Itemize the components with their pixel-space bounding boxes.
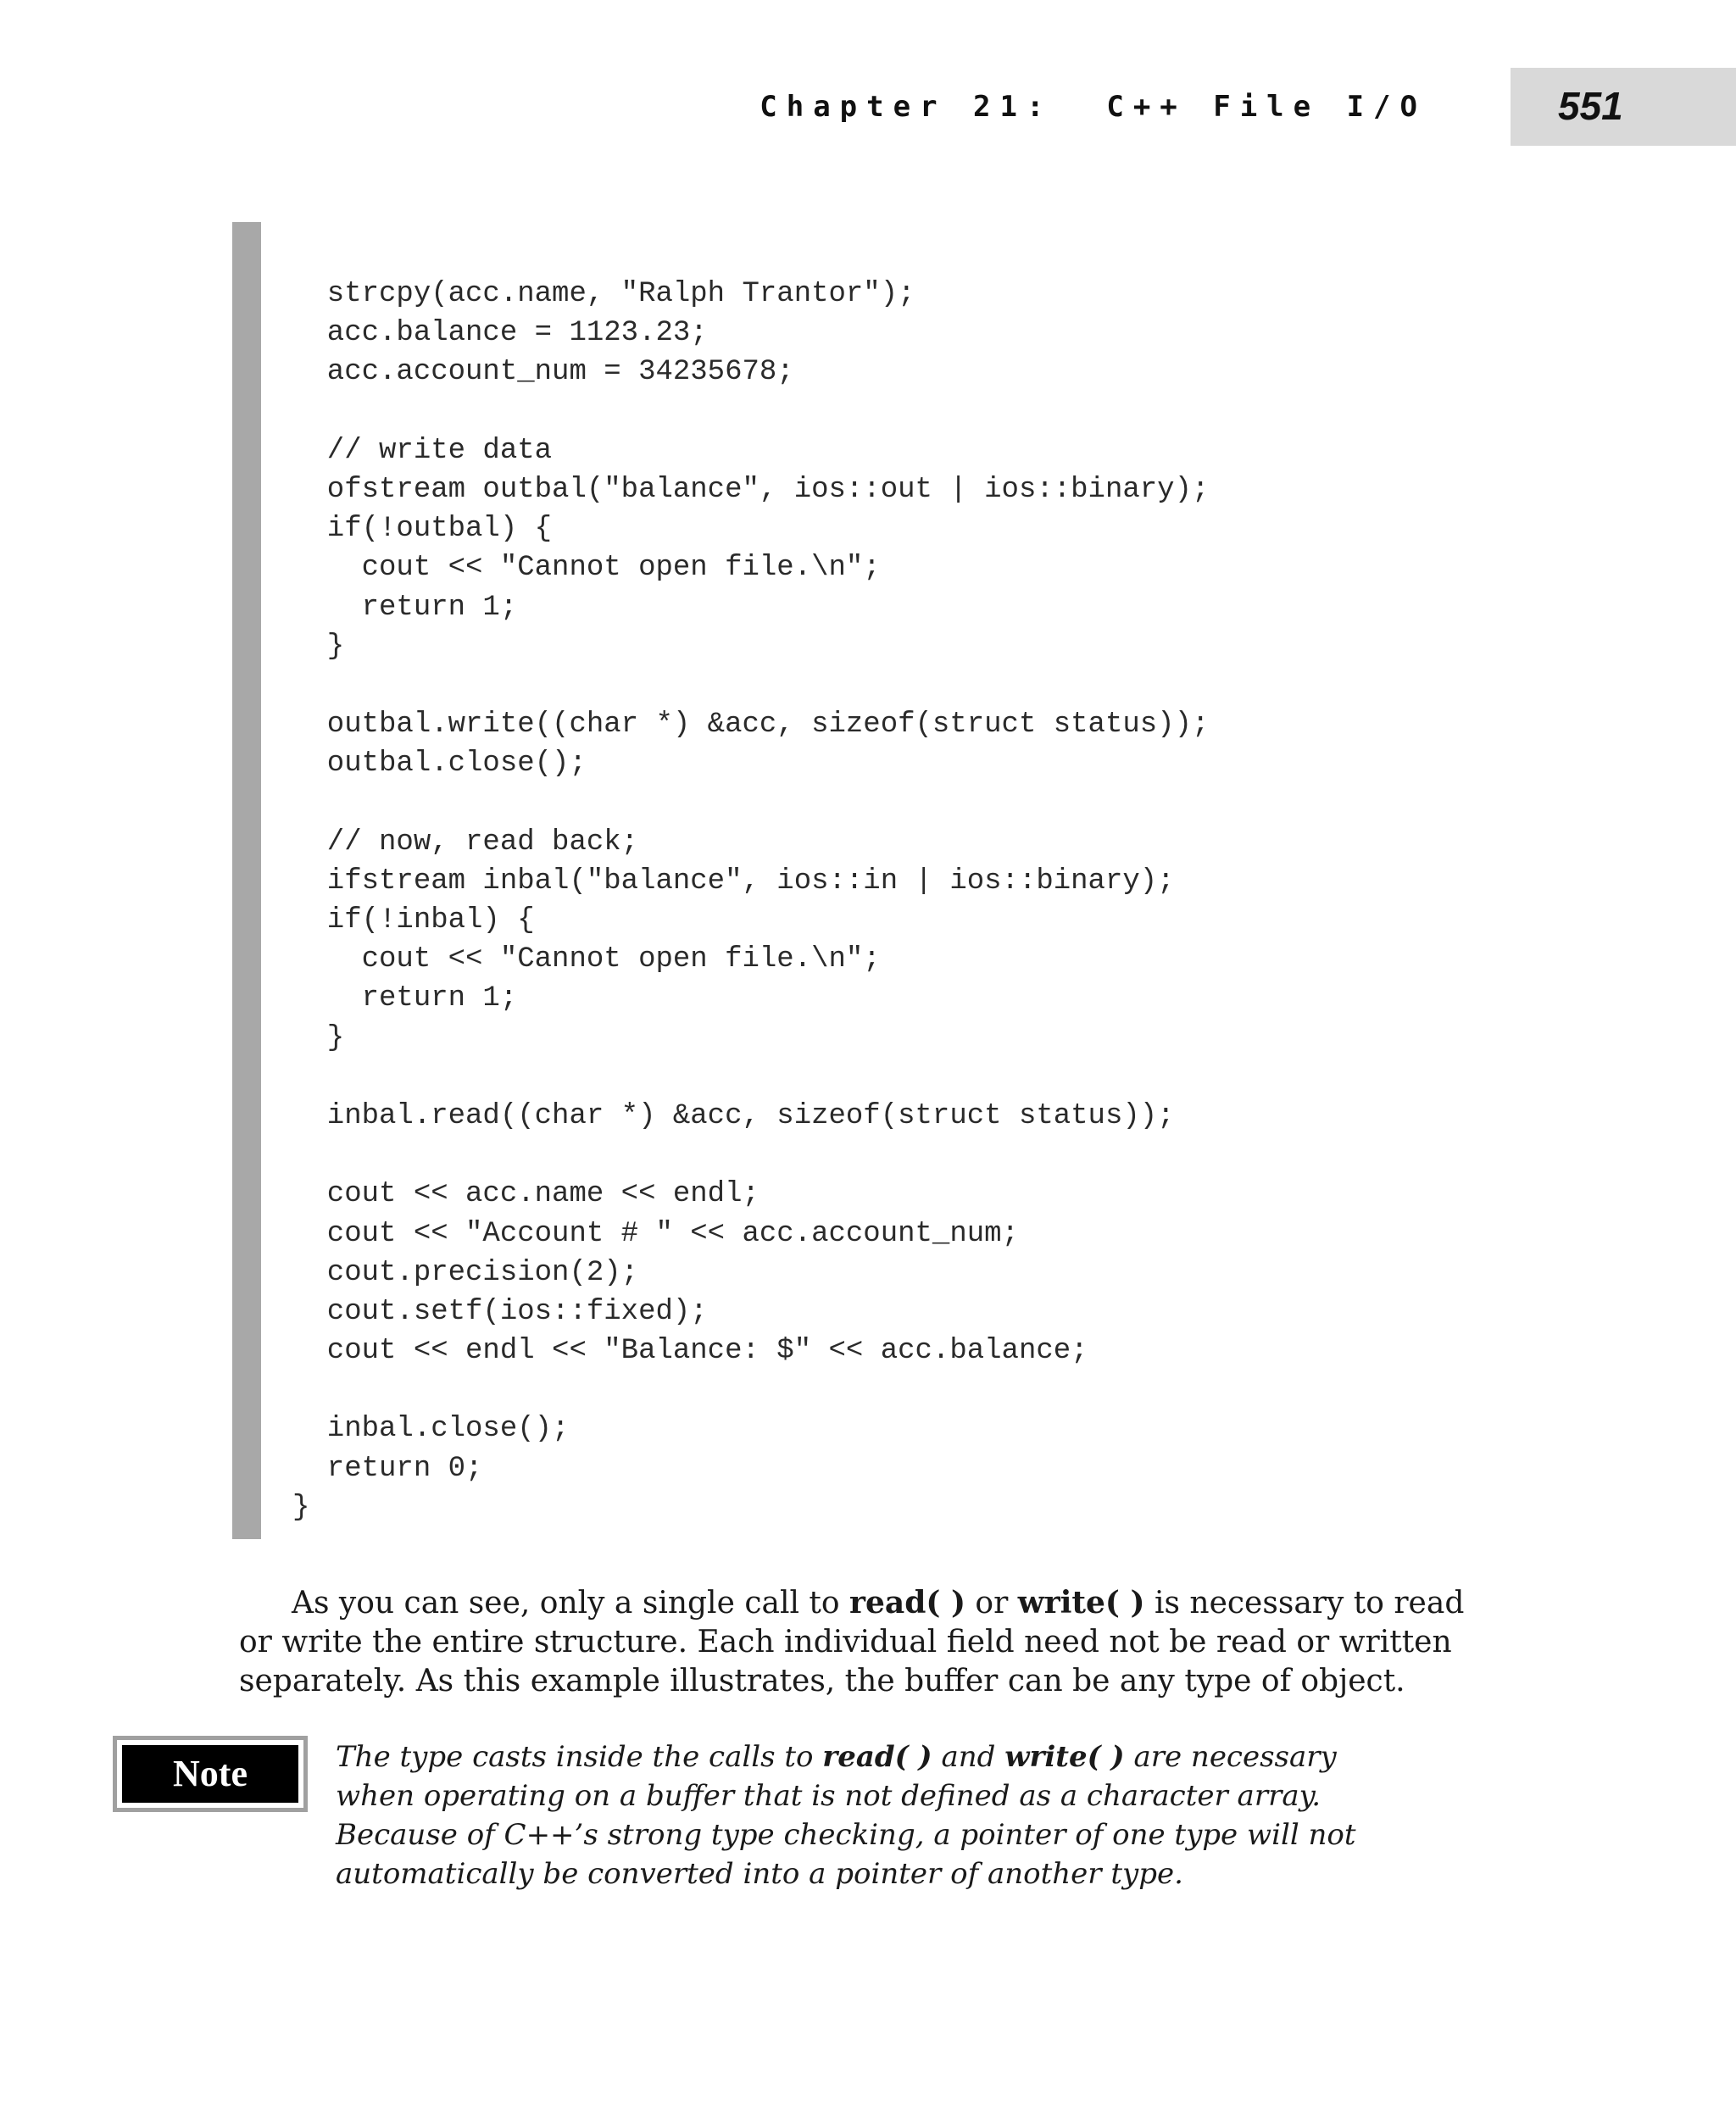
chapter-title: Chapter 21: C++ File I/O [760, 90, 1427, 124]
code-line: inbal.close(); [292, 1413, 570, 1446]
code-line [292, 666, 1209, 705]
note-text-part: are necessary when operating on a buffer that is not defined as a character array. Because of C++’s strong type checking, a pointer of one type will not automatically be converted into a pointer of another type. [336, 1740, 1356, 1891]
code-line: ifstream inbal("balance", ios::in | ios::binary); [292, 864, 1175, 898]
code-line: cout << acc.name << endl; [292, 1178, 760, 1211]
note-badge [117, 1740, 303, 1808]
code-line [292, 392, 1209, 431]
code-listing [292, 275, 1209, 1527]
read-function-name: read( ) [849, 1585, 965, 1621]
code-line [292, 1136, 1209, 1175]
code-listing-bar [232, 222, 261, 1539]
code-line [292, 1370, 1209, 1409]
page-number-box [1511, 68, 1736, 146]
note-write-function-name: write( ) [1004, 1740, 1125, 1774]
body-text: is necessary to read or write the entire structure. Each individual field need not be read or written separately. As this example illustrates, the buffer can be any type of object. [239, 1586, 1465, 1698]
code-line: strcpy(acc.name, "Ralph Trantor"); [292, 278, 915, 310]
code-line: return 1; [292, 982, 518, 1015]
code-line: // write data [292, 434, 553, 467]
code-line: // now, read back; [292, 826, 639, 859]
code-line: } [292, 1021, 345, 1054]
write-function-name: write( ) [1017, 1585, 1145, 1621]
code-line: cout << "Cannot open file.\n"; [292, 943, 881, 976]
code-line: inbal.read((char *) &acc, sizeof(struct status)); [292, 1099, 1175, 1132]
code-line [292, 783, 1209, 822]
note-read-function-name: read( ) [822, 1740, 932, 1774]
code-line: cout << "Account # " << acc.account_num; [292, 1217, 1019, 1250]
body-text: or [965, 1586, 1018, 1621]
code-line: acc.account_num = 34235678; [292, 356, 794, 389]
code-line: outbal.close(); [292, 748, 587, 781]
code-line: outbal.write((char *) &acc, sizeof(struct status)); [292, 709, 1210, 742]
code-line: cout << "Cannot open file.\n"; [292, 552, 881, 585]
note-label: Note [173, 1753, 248, 1794]
code-line: if(!outbal) { [292, 513, 553, 546]
code-line: } [292, 630, 345, 663]
code-line: if(!inbal) { [292, 904, 535, 937]
note-text-part: The type casts inside the calls to [336, 1740, 823, 1774]
body-text: As you can see, only a single call to [292, 1586, 850, 1621]
code-line: cout.precision(2); [292, 1256, 639, 1289]
code-line: cout << endl << "Balance: $" << acc.balance; [292, 1335, 1088, 1368]
code-line [292, 1058, 1209, 1097]
note-text [336, 1737, 1421, 1893]
code-line: acc.balance = 1123.23; [292, 317, 708, 350]
code-line: } [292, 1491, 310, 1524]
code-line: return 1; [292, 591, 518, 624]
code-line: return 0; [292, 1452, 483, 1485]
code-line: ofstream outbal("balance", ios::out | ios::binary); [292, 473, 1210, 506]
note-text-part: and [932, 1740, 1005, 1774]
running-header [0, 68, 1736, 146]
code-line: cout.setf(ios::fixed); [292, 1295, 708, 1328]
page-number: 551 [1558, 84, 1623, 128]
body-paragraph [239, 1583, 1477, 1701]
